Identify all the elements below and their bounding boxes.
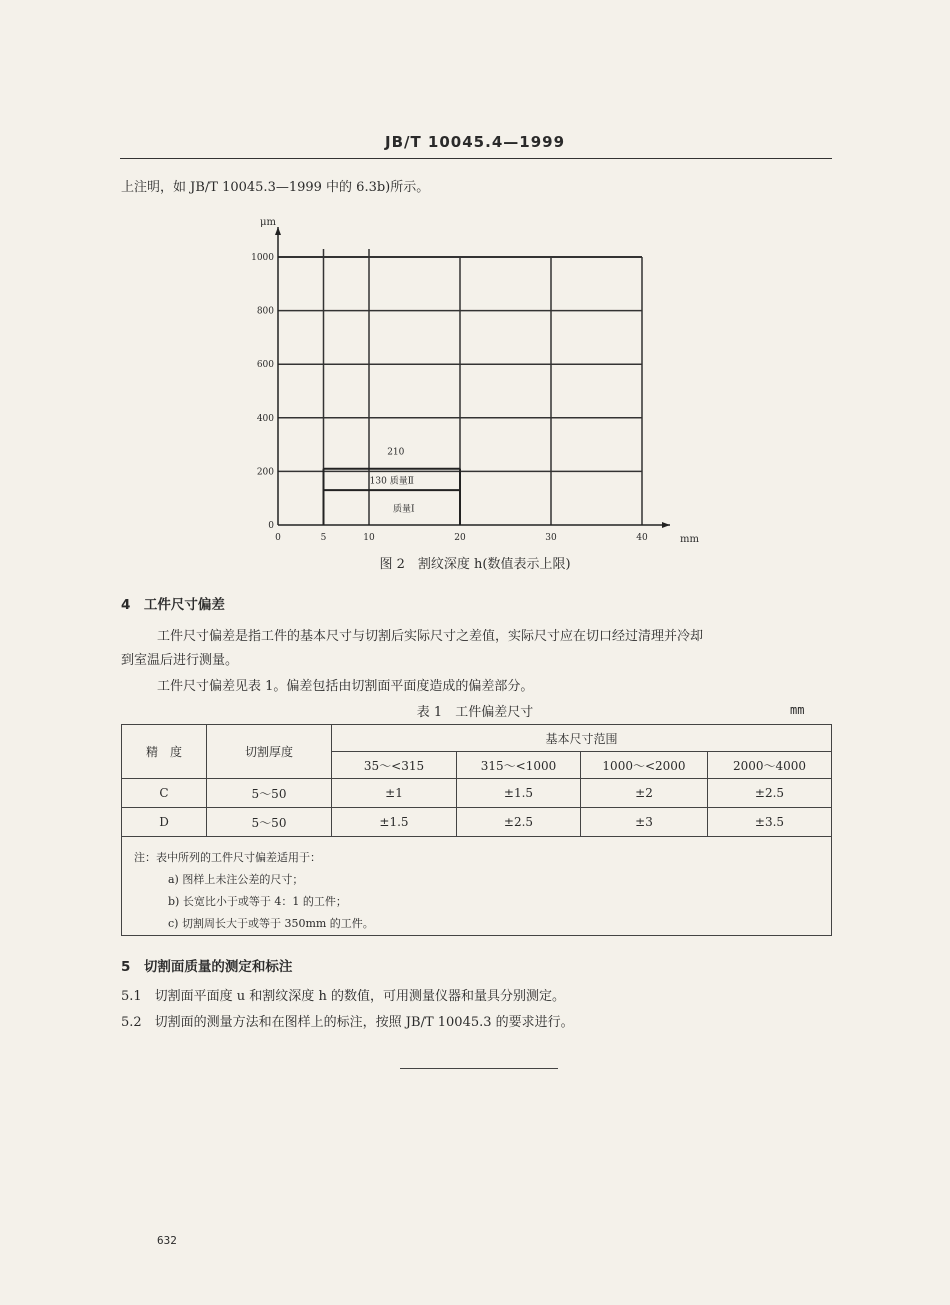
range-header: 35～<315 — [332, 752, 457, 779]
section-4-paragraph-2: 工件尺寸偏差见表 1。偏差包括由切割面平面度造成的偏差部分。 — [157, 679, 534, 694]
grade-cell: D — [122, 808, 207, 837]
value-cell: ±2.5 — [708, 779, 832, 808]
thickness-cell: 5～50 — [207, 779, 332, 808]
thickness-cell: 5～50 — [207, 808, 332, 837]
y-tick-label: 200 — [256, 467, 274, 478]
x-tick-label: 0 — [275, 533, 281, 543]
value-cell: ±2 — [581, 779, 708, 808]
header-rule — [120, 158, 832, 159]
note-item: c) 切割周长大于或等于 350mm 的工件。 — [168, 917, 374, 930]
intro-text: 上注明，如 JB/T 10045.3—1999 中的 6.3b)所示。 — [121, 180, 430, 195]
page-number: 632 — [157, 1234, 177, 1247]
table-1 — [121, 724, 832, 936]
table-note — [122, 837, 832, 936]
table-row — [122, 779, 832, 808]
value-cell: ±2.5 — [457, 808, 581, 837]
x-tick-label: 5 — [320, 533, 327, 543]
range-header: 2000～4000 — [708, 752, 832, 779]
y-tick-label: 0 — [268, 521, 274, 531]
y-axis-unit: μm — [260, 217, 276, 228]
header-size-range: 基本尺寸范围 — [332, 725, 832, 752]
table-1-unit: mm — [790, 703, 805, 717]
standard-code-header: JB/T 10045.4—1999 — [384, 133, 565, 151]
y-tick-label: 1000 — [251, 253, 274, 263]
y-axis-arrow — [275, 227, 281, 235]
value-cell: ±1 — [332, 779, 457, 808]
note-item: b) 长宽比小于或等于 4：1 的工件； — [168, 895, 347, 908]
section-5-2: 5.2 切割面的测量方法和在图样上的标注，按照 JB/T 10045.3 的要求进行。 — [121, 1015, 574, 1030]
table-row — [122, 808, 832, 837]
x-axis-unit: mm — [680, 534, 699, 545]
y-tick-label: 600 — [256, 360, 274, 371]
note-item: a) 图样上未注公差的尺寸； — [168, 873, 304, 886]
section-4-heading: 4 工件尺寸偏差 — [121, 597, 225, 613]
section-5-heading: 5 切割面质量的测定和标注 — [121, 959, 293, 975]
value-cell: ±1.5 — [332, 808, 457, 837]
x-axis-arrow — [662, 522, 670, 528]
region-label: 130 质量Ⅱ — [369, 476, 414, 487]
end-rule — [400, 1068, 558, 1069]
y-tick-label: 400 — [256, 413, 274, 424]
range-header: 315～<1000 — [457, 752, 581, 779]
upper-limit-annotation: 210 — [387, 447, 405, 458]
section-4-paragraph-1-cont: 到室温后进行测量。 — [121, 653, 239, 668]
header-thickness: 切割厚度 — [207, 725, 332, 779]
value-cell: ±3.5 — [708, 808, 832, 837]
x-tick-label: 30 — [545, 533, 557, 543]
x-tick-label: 20 — [454, 533, 466, 543]
value-cell: ±3 — [581, 808, 708, 837]
x-tick-label: 40 — [636, 533, 648, 543]
value-cell: ±1.5 — [457, 779, 581, 808]
y-tick-label: 800 — [256, 306, 274, 317]
region-label: 质量Ⅰ — [392, 504, 415, 515]
range-header: 1000～<2000 — [581, 752, 708, 779]
section-4-paragraph-1: 工件尺寸偏差是指工件的基本尺寸与切割后实际尺寸之差值，实际尺寸应在切口经过清理并冷却 — [157, 629, 704, 644]
figure-2-chart — [230, 205, 710, 550]
x-tick-label: 10 — [363, 533, 375, 543]
table-1-caption: 表 1 工件偏差尺寸 — [416, 705, 534, 720]
figure-2-caption: 图 2 割纹深度 h(数值表示上限) — [379, 557, 571, 572]
grade-cell: C — [122, 779, 207, 808]
section-5-1: 5.1 切割面平面度 u 和割纹深度 h 的数值，可用测量仪器和量具分别测定。 — [121, 989, 565, 1004]
note-title: 注：表中所列的工件尺寸偏差适用于： — [134, 851, 321, 864]
header-precision: 精 度 — [122, 725, 207, 779]
